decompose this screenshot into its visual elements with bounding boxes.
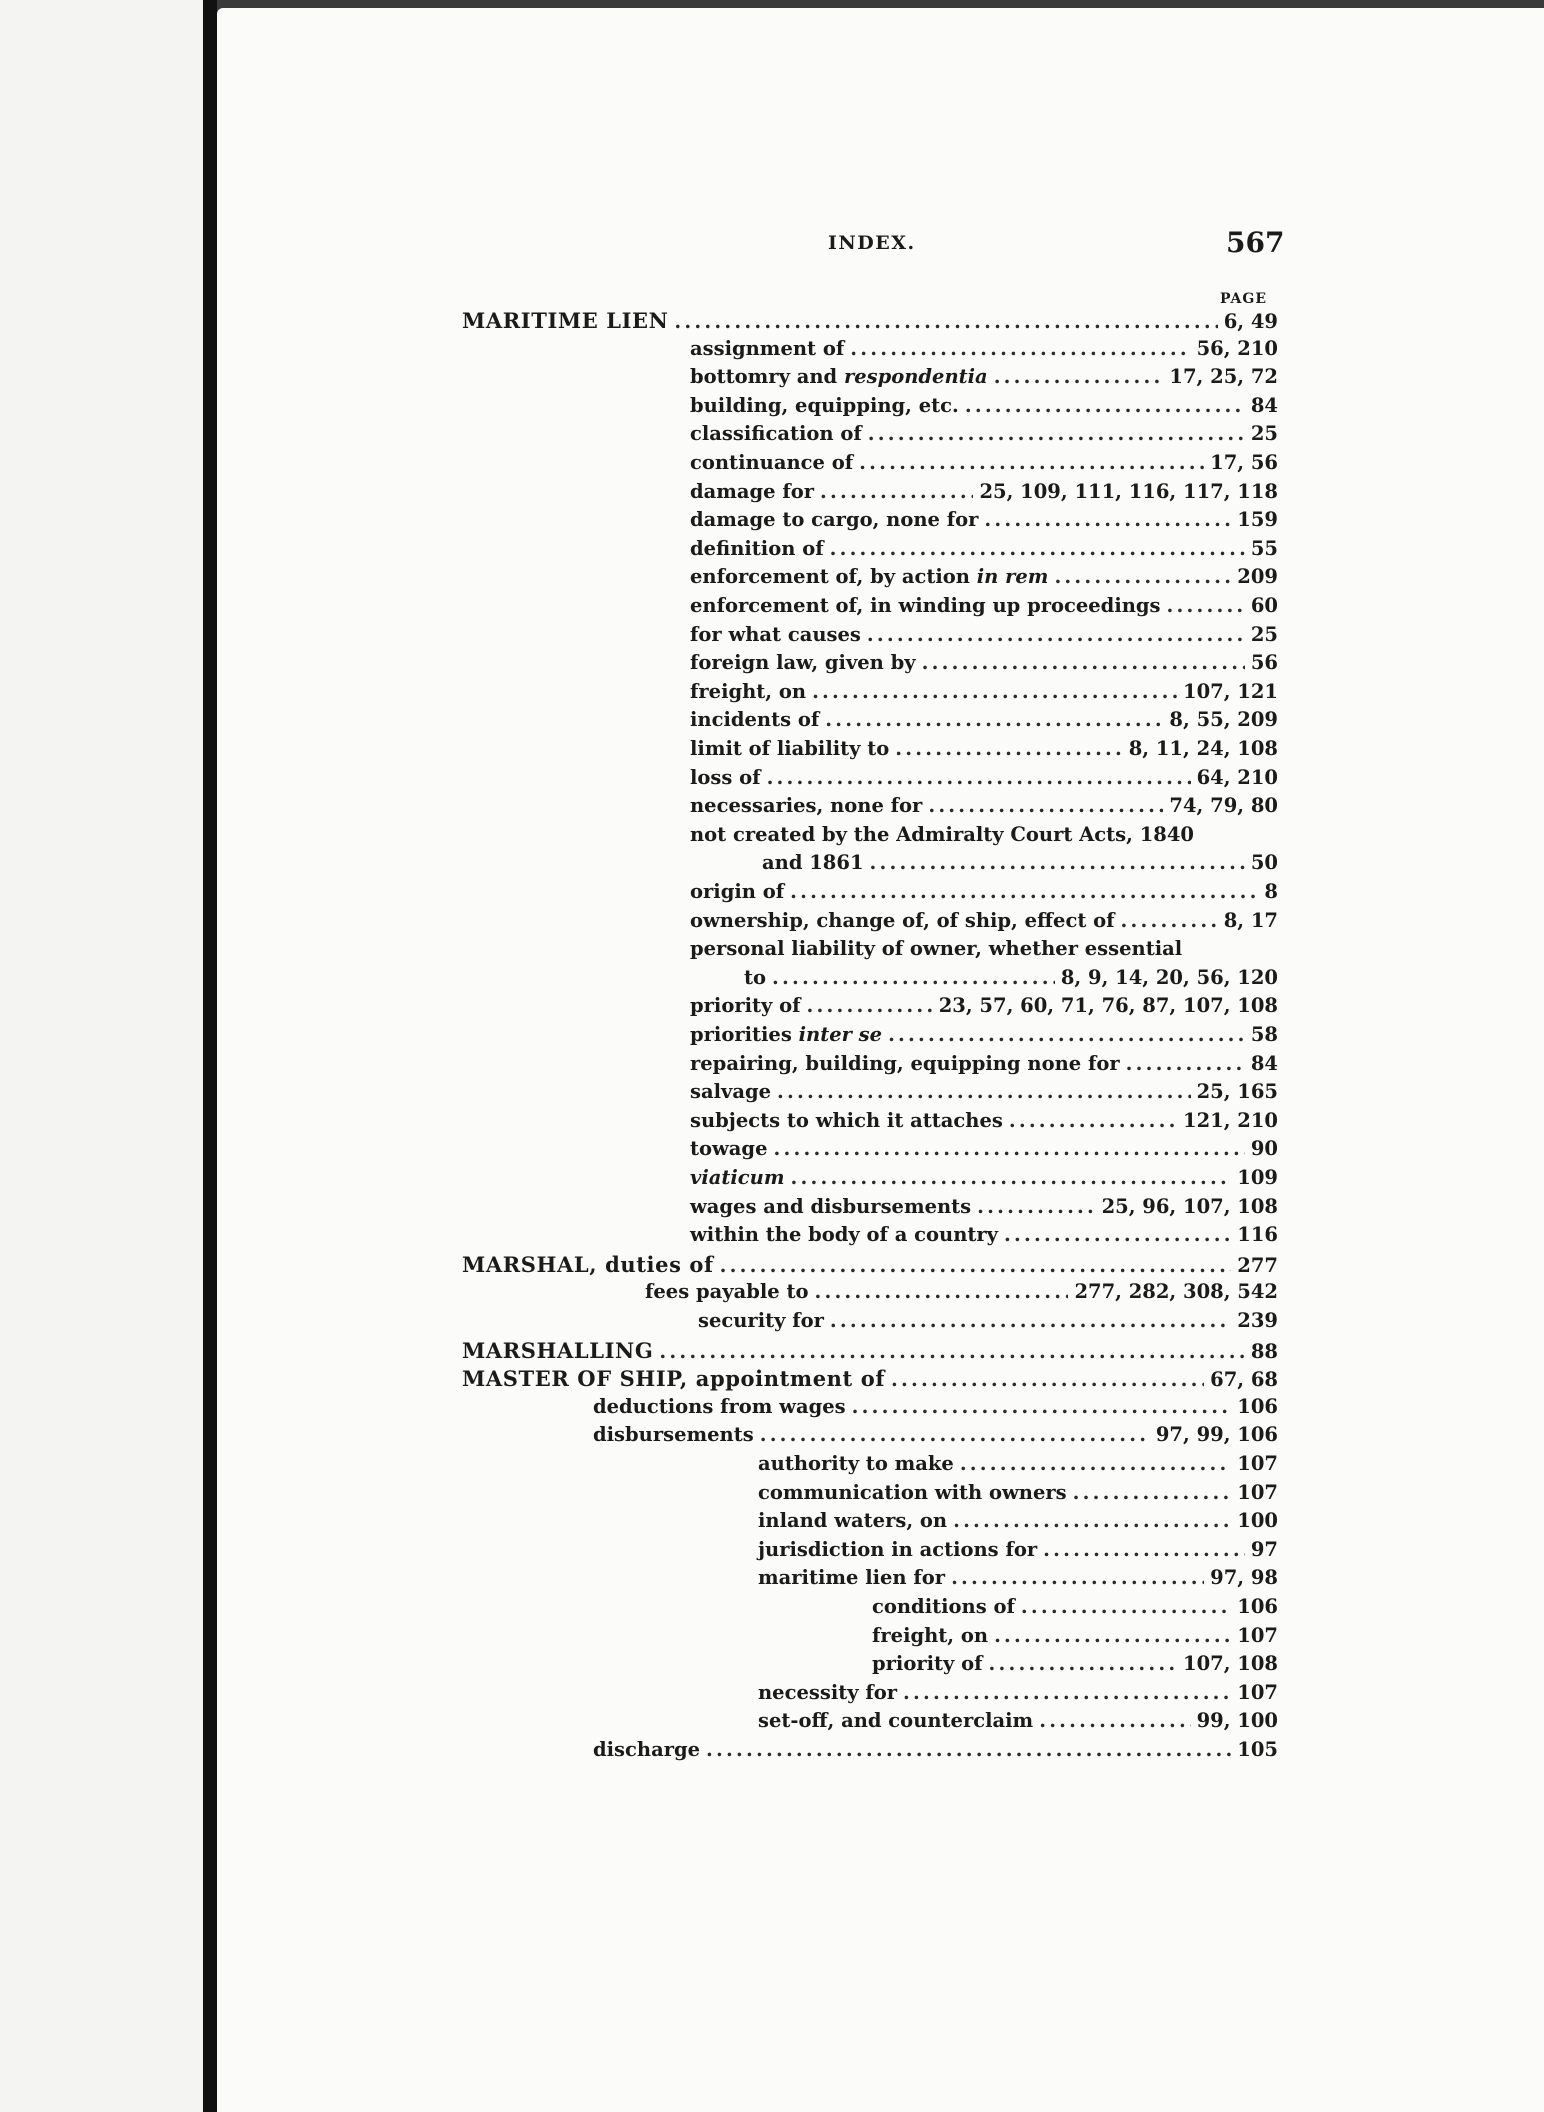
index-term-text: disbursements <box>593 1423 754 1447</box>
index-term <box>758 1538 1037 1561</box>
dot-leader <box>891 1368 1204 1391</box>
page-references: 209 <box>1237 565 1278 589</box>
index-entry <box>690 451 1278 479</box>
index-term-text: priority of <box>690 994 801 1018</box>
index-term <box>690 394 959 417</box>
index-term <box>690 708 819 731</box>
index-term <box>690 1052 1120 1075</box>
page-references: 84 <box>1250 1051 1278 1075</box>
index-entry <box>872 1652 1278 1680</box>
index-entry <box>690 909 1278 937</box>
dot-leader <box>867 623 1245 646</box>
index-entry <box>690 823 1278 851</box>
index-entry <box>758 1538 1278 1566</box>
index-term-text: salvage <box>690 1080 772 1104</box>
index-entry <box>690 737 1278 765</box>
dot-leader <box>1009 1109 1177 1132</box>
dot-leader <box>790 880 1258 903</box>
index-term-text: and 1861 <box>762 851 864 875</box>
page-references: 239 <box>1237 1309 1278 1332</box>
page-references: 25 <box>1250 422 1278 446</box>
page-references: 17, 25, 72 <box>1169 365 1278 389</box>
dot-leader <box>777 1080 1191 1103</box>
index-term <box>593 1738 700 1761</box>
index-entry <box>690 394 1278 422</box>
dot-leader <box>1126 1052 1245 1075</box>
index-term-text: foreign law, given by <box>690 651 916 675</box>
dot-leader <box>994 1624 1231 1647</box>
dot-leader <box>965 394 1245 417</box>
index-term <box>762 851 864 874</box>
index-entry <box>690 680 1278 708</box>
left-page-edge <box>0 0 215 2112</box>
index-term <box>690 365 988 388</box>
index-term <box>645 1280 808 1303</box>
index-entry <box>593 1738 1278 1766</box>
index-term-text: jurisdiction in actions for <box>758 1537 1038 1561</box>
page-references: 8, 11, 24, 108 <box>1128 737 1278 760</box>
index-term <box>744 966 766 989</box>
page-references: 23, 57, 60, 71, 76, 87, 107, 108 <box>938 994 1278 1018</box>
index-entry <box>698 1309 1278 1337</box>
index-term <box>462 1338 653 1363</box>
index-term <box>593 1395 846 1418</box>
dot-leader <box>852 1395 1232 1418</box>
index-term-text: fees payable to <box>645 1280 809 1304</box>
page-references: 8 <box>1264 880 1278 903</box>
page-references: 109 <box>1237 1166 1278 1189</box>
index-term <box>593 1423 754 1446</box>
page-references: 50 <box>1250 851 1278 875</box>
page-references: 107 <box>1237 1480 1278 1504</box>
dot-leader <box>706 1738 1231 1761</box>
index-term <box>690 766 761 789</box>
index-entry <box>690 537 1278 565</box>
index-term <box>872 1595 1015 1618</box>
page-references: 25, 109, 111, 116, 117, 118 <box>979 479 1278 503</box>
index-term-text: priority of <box>872 1652 983 1676</box>
index-term-text: authority to make <box>758 1452 954 1475</box>
dot-leader <box>953 1509 1231 1532</box>
index-entry <box>872 1595 1278 1623</box>
index-term-text: deductions from wages <box>593 1394 846 1418</box>
page-references: 88 <box>1250 1339 1278 1363</box>
index-term-text: conditions of <box>872 1595 1015 1618</box>
dot-leader <box>1043 1538 1245 1561</box>
index-term <box>690 680 806 703</box>
index-term <box>690 823 1194 846</box>
dot-leader <box>1073 1481 1232 1504</box>
dot-leader <box>825 708 1163 731</box>
index-term-text: damage to cargo, none for <box>690 508 979 532</box>
index-term-text: ownership, change of, of ship, effect of <box>690 908 1115 932</box>
index-term <box>690 1223 998 1246</box>
index-term-text: set-off, and counterclaim <box>758 1709 1034 1733</box>
page-references: 97, 99, 106 <box>1155 1423 1278 1447</box>
index-term <box>698 1309 824 1332</box>
page-references: 97 <box>1250 1537 1278 1561</box>
index-term <box>690 565 1048 588</box>
page-references: 106 <box>1237 1595 1278 1618</box>
index-term <box>690 1023 882 1046</box>
index-entry <box>758 1481 1278 1509</box>
dot-leader <box>1121 909 1218 932</box>
page-references: 74, 79, 80 <box>1169 794 1278 818</box>
dot-leader <box>1021 1595 1231 1618</box>
index-term <box>462 308 668 333</box>
index-entry <box>758 1709 1278 1737</box>
binding-gutter <box>203 0 217 2112</box>
dot-leader <box>720 1254 1232 1277</box>
index-entry <box>690 994 1278 1022</box>
index-term <box>872 1652 983 1675</box>
index-term <box>462 1252 714 1277</box>
dot-leader <box>674 310 1217 333</box>
index-entry <box>690 565 1278 593</box>
index-term <box>758 1452 954 1475</box>
page-references: 100 <box>1237 1509 1278 1533</box>
index-term-text: necessity for <box>758 1680 898 1704</box>
page-references: 8, 55, 209 <box>1169 708 1278 732</box>
index-term-text: communication with owners <box>758 1480 1067 1504</box>
dot-leader <box>760 1423 1150 1446</box>
index-term-text: maritime lien for <box>758 1566 946 1590</box>
dot-leader <box>814 1280 1068 1303</box>
index-term <box>690 537 824 560</box>
page-references: 107 <box>1237 1680 1278 1704</box>
index-entry <box>690 1023 1278 1051</box>
page-references: 8, 9, 14, 20, 56, 120 <box>1060 965 1278 989</box>
index-term-text: assignment of <box>690 336 845 360</box>
index-term <box>758 1509 947 1532</box>
dot-leader <box>994 365 1164 388</box>
index-entry <box>744 966 1278 994</box>
index-term-text: building, equipping, etc. <box>690 393 959 417</box>
index-term <box>690 794 922 817</box>
index-term-text: damage for <box>690 479 815 503</box>
index-term-text: not created by the Admiralty Court Acts, 1840 <box>690 822 1195 846</box>
page-references: 107, 121 <box>1183 679 1278 703</box>
page-references: 84 <box>1250 393 1278 417</box>
dot-leader <box>870 851 1245 874</box>
index-term-text: discharge <box>593 1738 701 1761</box>
index-term-text: MARSHALLING <box>462 1337 654 1363</box>
page-references: 107, 108 <box>1183 1652 1278 1676</box>
dot-leader <box>830 1309 1231 1332</box>
index-entry <box>690 1166 1278 1194</box>
index-entry <box>690 337 1278 365</box>
dot-leader <box>859 451 1204 474</box>
index-term <box>690 1137 767 1160</box>
index-term-text: inland waters, on <box>758 1509 948 1533</box>
page-column-label: PAGE <box>1220 291 1267 307</box>
index-term <box>758 1566 945 1589</box>
page-references: 8, 17 <box>1223 908 1278 932</box>
index-term-text: classification of <box>690 422 862 446</box>
index-term-text: necessaries, none for <box>690 794 923 818</box>
dot-leader <box>820 480 973 503</box>
index-term-text: MARITIME LIEN <box>462 308 669 333</box>
dot-leader <box>773 1137 1244 1160</box>
index-entry <box>690 1109 1278 1137</box>
dot-leader <box>984 508 1231 531</box>
index-entry <box>690 794 1278 822</box>
page-references: 99, 100 <box>1196 1709 1278 1733</box>
index-term <box>690 937 1182 960</box>
index-entry <box>462 1338 1278 1366</box>
dot-leader <box>807 994 933 1017</box>
page-references: 107 <box>1237 1452 1278 1475</box>
dot-leader <box>1054 565 1231 588</box>
dot-leader <box>1167 594 1245 617</box>
index-term <box>690 337 844 360</box>
index-term-text: MARSHAL, duties of <box>462 1251 714 1277</box>
dot-leader <box>888 1023 1245 1046</box>
index-term <box>690 651 916 674</box>
dot-leader <box>830 537 1245 560</box>
index-term <box>690 480 814 503</box>
index-entry <box>593 1423 1278 1451</box>
index-term-text: priorities <box>690 1023 792 1046</box>
page-references: 6, 49 <box>1223 310 1278 333</box>
index-entry <box>690 365 1278 393</box>
index-entry <box>690 880 1278 908</box>
index-term-text: repairing, building, equipping none for <box>690 1051 1120 1075</box>
index-term <box>690 623 861 646</box>
index-term-text: loss of <box>690 765 761 789</box>
index-term <box>690 909 1115 932</box>
index-term <box>758 1681 897 1704</box>
index-term <box>690 1195 971 1218</box>
dot-leader <box>895 737 1122 760</box>
index-term <box>690 422 862 445</box>
index-term-text: definition of <box>690 536 824 560</box>
index-term-italic: inter se <box>798 1023 883 1046</box>
page-references: 58 <box>1250 1023 1278 1046</box>
index-term-text: for what causes <box>690 622 861 646</box>
index-term <box>690 994 801 1017</box>
page-number: 567 <box>1226 226 1285 259</box>
index-term-text: enforcement of, in winding up proceedings <box>690 594 1161 617</box>
index-entry <box>690 766 1278 794</box>
page-references: 56 <box>1250 651 1278 675</box>
dot-leader <box>772 966 1055 989</box>
page-references: 17, 56 <box>1210 451 1278 474</box>
index-term-text: enforcement of, by action <box>690 565 970 589</box>
dot-leader <box>989 1652 1177 1675</box>
index-term-text: within the body of a country <box>690 1223 998 1247</box>
index-entry <box>690 594 1278 622</box>
index-term <box>690 1080 771 1103</box>
dot-leader <box>951 1566 1204 1589</box>
index-entry <box>758 1509 1278 1537</box>
page-references: 56, 210 <box>1196 336 1278 360</box>
index-term <box>872 1624 988 1647</box>
index-entry <box>690 1080 1278 1108</box>
index-term-text: towage <box>690 1137 768 1161</box>
index-term-text: limit of liability to <box>690 737 890 760</box>
index-term-text: subjects to which it attaches <box>690 1108 1003 1132</box>
index-entry <box>690 937 1278 965</box>
index-entry <box>690 623 1278 651</box>
index-term <box>690 1109 1003 1132</box>
page-references: 60 <box>1250 594 1278 617</box>
index-term <box>690 594 1161 617</box>
page-references: 90 <box>1250 1137 1278 1161</box>
index-entry <box>690 708 1278 736</box>
dot-leader <box>868 422 1245 445</box>
index-term <box>690 1166 784 1189</box>
index-entry <box>645 1280 1278 1308</box>
index-term-italic: respondentia <box>843 365 988 389</box>
index-term-text: wages and disbursements <box>690 1194 972 1218</box>
index-term-text: MASTER OF SHIP, appointment of <box>462 1366 885 1392</box>
page-references: 107 <box>1237 1623 1278 1647</box>
index-term <box>462 1366 885 1391</box>
dot-leader <box>1004 1223 1231 1246</box>
index-term-italic: viaticum <box>690 1166 785 1189</box>
page-references: 105 <box>1237 1738 1278 1761</box>
dot-leader <box>960 1452 1231 1475</box>
index-term-text: freight, on <box>872 1623 989 1647</box>
index-entry <box>690 1052 1278 1080</box>
dot-leader <box>928 794 1163 817</box>
index-term-text: origin of <box>690 880 785 903</box>
index-entry <box>462 1366 1278 1394</box>
dot-leader <box>767 766 1191 789</box>
index-entry <box>690 651 1278 679</box>
index-entry <box>690 422 1278 450</box>
dot-leader <box>922 651 1245 674</box>
index-entry <box>690 1223 1278 1251</box>
index-term-text: freight, on <box>690 679 807 703</box>
page-references: 159 <box>1237 508 1278 532</box>
index-entry <box>690 480 1278 508</box>
dot-leader <box>659 1340 1244 1363</box>
page-references: 277, 282, 308, 542 <box>1074 1280 1278 1304</box>
index-entry <box>758 1452 1278 1480</box>
index-term-text: personal liability of owner, whether essential <box>690 937 1183 961</box>
index-term <box>690 508 978 531</box>
index-entry <box>462 308 1278 336</box>
index-entry <box>872 1624 1278 1652</box>
page-references: 25 <box>1250 622 1278 646</box>
index-entry <box>690 1195 1278 1223</box>
dot-leader <box>903 1681 1231 1704</box>
index-entry <box>758 1681 1278 1709</box>
page-references: 106 <box>1237 1394 1278 1418</box>
page-references: 97, 98 <box>1210 1566 1278 1590</box>
running-header: INDEX. <box>828 232 916 254</box>
page-references: 25, 96, 107, 108 <box>1101 1194 1278 1218</box>
index-term-text: incidents of <box>690 708 820 732</box>
index-term-text: to <box>744 965 767 989</box>
index-entry <box>462 1252 1278 1280</box>
index-term <box>690 737 889 760</box>
index-entry <box>758 1566 1278 1594</box>
dot-leader <box>812 680 1177 703</box>
page-references: 64, 210 <box>1196 765 1278 789</box>
index-entry <box>690 508 1278 536</box>
index-entry <box>762 851 1278 879</box>
dot-leader <box>1039 1709 1190 1732</box>
dot-leader <box>790 1166 1231 1189</box>
index-term <box>690 451 853 474</box>
page-references: 55 <box>1250 536 1278 560</box>
page-references: 67, 68 <box>1210 1368 1278 1392</box>
page-references: 116 <box>1237 1223 1278 1247</box>
index-term-italic: in rem <box>976 565 1049 589</box>
dot-leader <box>977 1195 1095 1218</box>
index-term-text: security for <box>698 1309 824 1332</box>
page-references: 277 <box>1237 1253 1278 1277</box>
index-term <box>690 880 784 903</box>
page-references: 25, 165 <box>1196 1080 1278 1104</box>
index-entry <box>690 1137 1278 1165</box>
index-entry <box>593 1395 1278 1423</box>
index-term-text: continuance of <box>690 451 854 474</box>
index-term-text: bottomry and <box>690 365 838 389</box>
index-term <box>758 1709 1033 1732</box>
page-references: 121, 210 <box>1183 1108 1278 1132</box>
dot-leader <box>850 337 1190 360</box>
index-term <box>758 1481 1067 1504</box>
